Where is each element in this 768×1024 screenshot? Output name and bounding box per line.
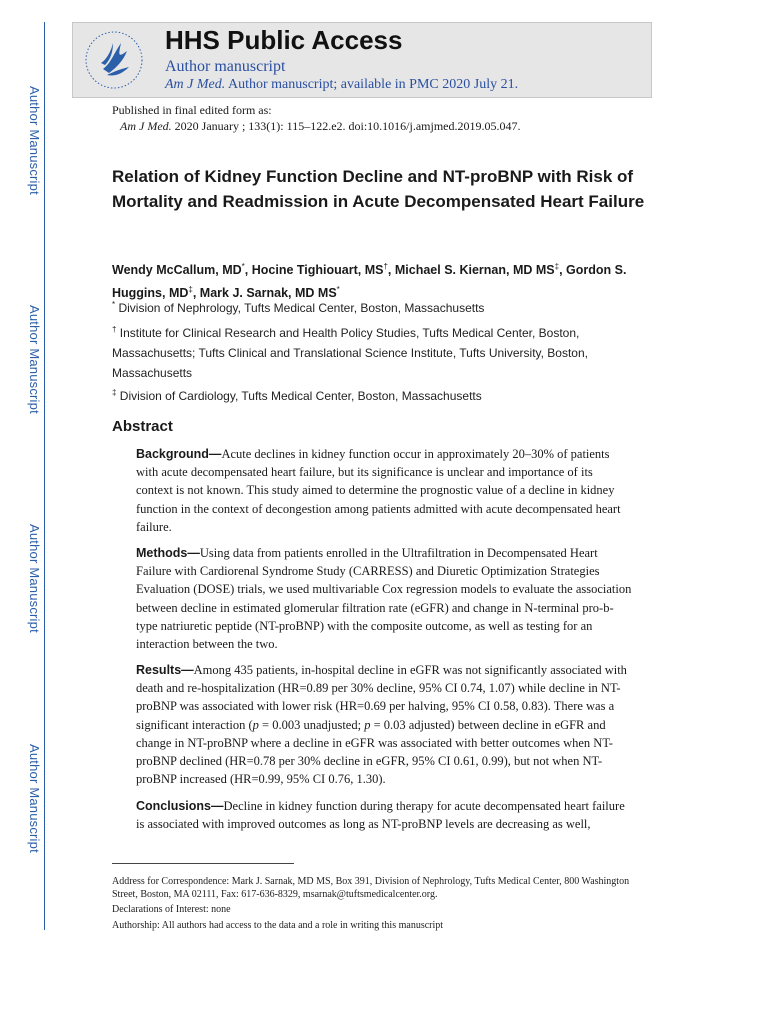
abstract-results: Results—Among 435 patients, in-hospital decline in eGFR was not significantly associated with death and re-hospitalization (HR=0.89 per 30% decline, 95% CI 0.74, 1.07) while decline in NT-proBNP was associated with lower risk (HR=0.69 per halving, 95% CI 0.58, 0.83). There was a significant interaction (p = 0.003 unadjusted; p = 0.03 adjusted) between decline in eGFR and change in NT-proBNP where a decline in eGFR was associated with better outcomes when NT-proBNP declined (HR=0.78 per 30% decline in eGFR, 95% CI 0.61, 0.99), but not when NT-proBNP increased (HR=0.99, 95% CI 0.76, 1.30).	[136, 663, 627, 787]
journal-name: Am J Med.	[165, 77, 226, 92]
abstract-background: Background—Acute declines in kidney function occur in approximately 20–30% of patients with acute decompensated heart failure, but its significance is unclear and importance of its context is not known. This study aimed to determine the prognostic value of a decline in kidney function in the context of decongestion among patients admitted with acute decompensated heart failure.	[136, 447, 621, 534]
hhs-eagle-logo-icon	[83, 29, 145, 91]
header-subtitle: Author manuscript	[165, 58, 286, 75]
footnote-interests: Declarations of Interest: none	[112, 904, 231, 915]
citation	[112, 118, 521, 134]
article-title: Relation of Kidney Function Decline and NT-proBNP with Risk of Mortality and Readmission in Acute Decompensated Heart Failure	[112, 167, 645, 211]
affiliation: * Division of Nephrology, Tufts Medical Center, Boston, Massachusetts	[112, 300, 485, 315]
side-label-author-manuscript: Author Manuscript	[27, 744, 42, 853]
author: Gordon S. Huggins, MD‡,	[112, 263, 627, 301]
abstract-methods: Methods—Using data from patients enrolled in the Ultrafiltration in Decompensated Heart Failure with Cardiorenal Syndrome Study (CARRESS) and Diuretic Optimization Strategies Evaluation (DOSE) trials, we used multivariable Cox regression models to evaluate the association between decline in estimated glomerular filtration rate (eGFR) and change in N-terminal pro-b-type natriuretic peptide (NT-proBNP) with the composite outcome, as well as testing for an interaction between the two.	[136, 546, 632, 652]
header-title: HHS Public Access	[165, 25, 403, 55]
availability-text: Author manuscript; available in PMC 2020 July 21.	[228, 77, 519, 92]
affiliation: † Institute for Clinical Research and Health Policy Studies, Tufts Medical Center, Boston, Massachusetts; Tufts Clinical and Translational Science Institute, Tufts University, Boston, Massachusetts	[112, 325, 588, 380]
side-label-author-manuscript: Author Manuscript	[27, 86, 42, 195]
abstract-conclusions: Conclusions—Decline in kidney function during therapy for acute decompensated heart failure is associated with improved outcomes as long as NT-proBNP levels are decreasing as well,	[136, 799, 625, 832]
published-label: Published in final edited form as:	[112, 103, 272, 117]
author: Hocine Tighiouart, MS†,	[251, 262, 395, 278]
published-info	[112, 102, 521, 134]
footnote-divider	[112, 863, 294, 864]
side-label-author-manuscript: Author Manuscript	[27, 524, 42, 633]
author: Mark J. Sarnak, MD MS*	[199, 285, 340, 301]
footnote-correspondence: Address for Correspondence: Mark J. Sarnak, MD MS, Box 391, Division of Nephrology, Tufts Medical Center, 800 Washington Street, Boston, MA 02111, Fax: 617-636-8329, msarnak@tuftsmedicalcenter.org.	[112, 876, 630, 900]
citation-journal: Am J Med.	[120, 119, 172, 133]
author: Michael S. Kiernan, MD MS‡,	[394, 262, 567, 278]
abstract-heading: Abstract	[112, 418, 173, 435]
footnote-authorship: Authorship: All authors had access to the data and a role in writing this manuscript	[112, 920, 444, 931]
affiliation: ‡ Division of Cardiology, Tufts Medical Center, Boston, Massachusetts	[112, 388, 482, 403]
author: Wendy McCallum, MD*,	[112, 262, 252, 278]
citation-details: 2020 January ; 133(1): 115–122.e2. doi:10.1016/j.amjmed.2019.05.047.	[174, 119, 521, 133]
hhs-header	[72, 22, 652, 98]
margin-rule	[44, 22, 45, 930]
header-availability	[165, 77, 518, 93]
side-label-author-manuscript: Author Manuscript	[27, 305, 42, 414]
